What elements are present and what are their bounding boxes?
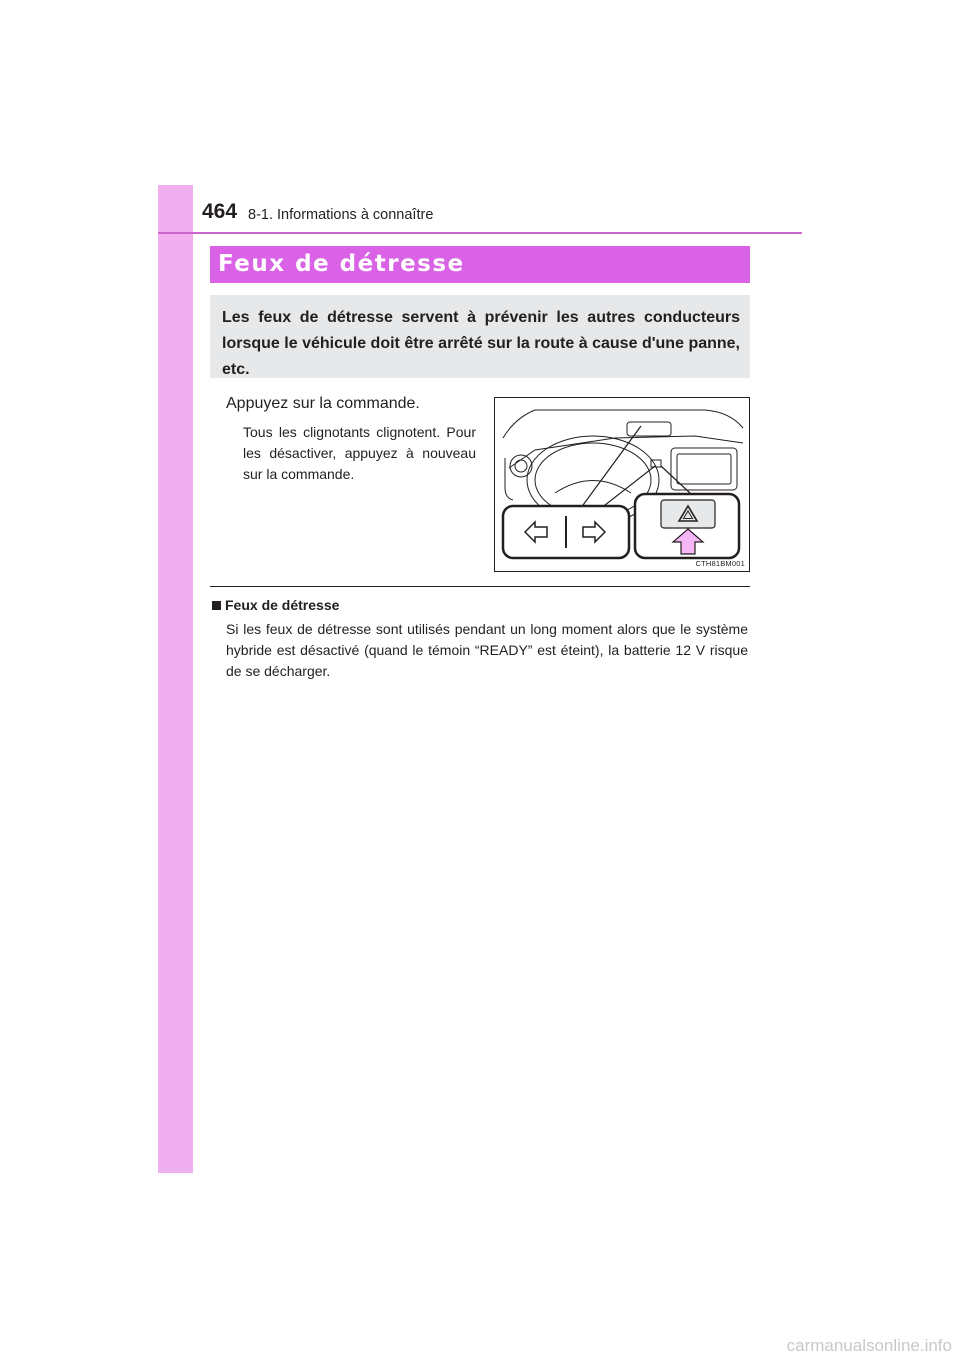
left-vent-inner-icon [515, 460, 527, 472]
note-heading-text: Feux de détresse [225, 597, 340, 613]
hazard-switch-figure [494, 397, 750, 572]
intro-text: Les feux de détresse servent à prévenir les autres conducteurs lorsque le véhicule doit être arrêté sur la route à cause d'une panne, etc. [222, 309, 740, 378]
page-number: 464 [202, 200, 238, 223]
hazard-button [661, 500, 715, 528]
note-heading [212, 597, 339, 613]
square-bullet-icon [212, 601, 221, 610]
left-door-line [505, 458, 513, 500]
dashboard-edge-line [509, 436, 743, 468]
intro-box [210, 295, 750, 378]
section-divider [210, 586, 750, 587]
figure-id-label: CTH81BM001 [695, 559, 745, 568]
chapter-side-tab [158, 185, 193, 1173]
section-breadcrumb: 8-1. Informations à connaître [248, 207, 434, 223]
left-vent-icon [510, 455, 532, 477]
watermark: carmanualsonline.info [786, 1336, 952, 1355]
top-display-icon [627, 422, 671, 436]
instruction-detail: Tous les clignotants clignotent. Pour les désactiver, appuyez à nouveau sur la commande. [243, 424, 476, 482]
note-body: Si les feux de détresse sont utilisés pendant un long moment alors que le système hybride est désactivé (quand le témoin “READY” est éteint), la batterie 12 V risque de se décharger. [226, 621, 748, 679]
hazard-switch-zoom [635, 494, 739, 558]
instruction-step: Appuyez sur la commande. [226, 395, 420, 412]
page-title: Feux de détresse [218, 251, 465, 277]
turn-indicator-zoom [503, 506, 629, 558]
title-banner [210, 246, 750, 283]
header-divider [158, 232, 802, 234]
dashboard-illustration [495, 398, 751, 573]
dashboard-top-line [503, 410, 743, 438]
